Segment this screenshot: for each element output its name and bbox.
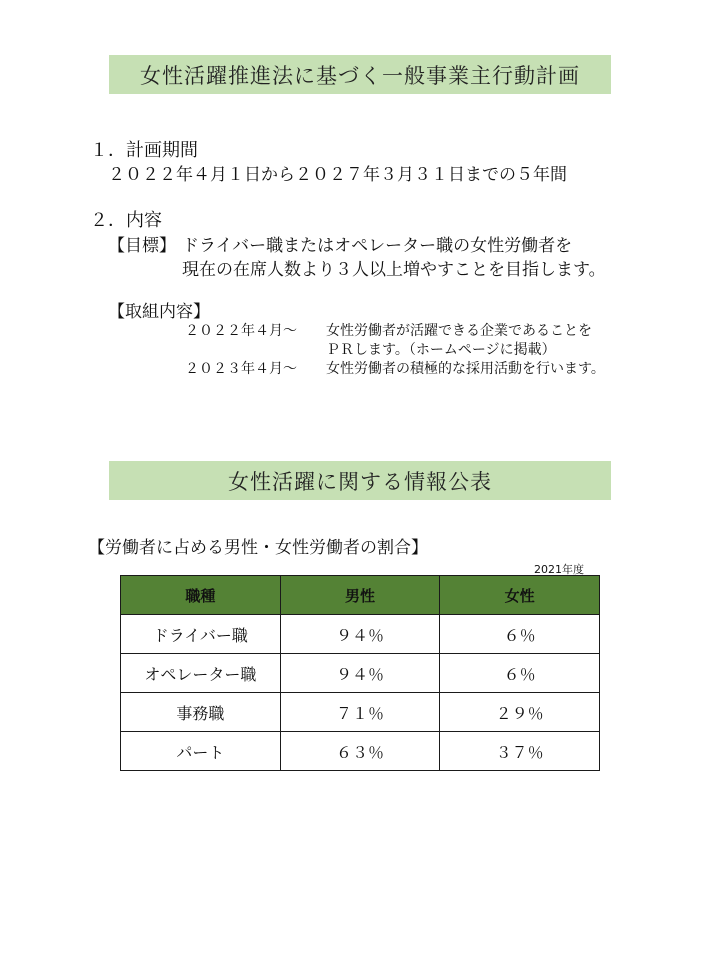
- female-ratio-cell: ６％: [440, 654, 600, 693]
- table-header-row: [121, 576, 600, 615]
- column-header-job-type: 職種: [121, 576, 281, 615]
- column-header-female: 女性: [440, 576, 600, 615]
- male-ratio-cell: ９４％: [280, 615, 440, 654]
- action-text: 女性労働者の積極的な採用活動を行います。: [326, 361, 605, 377]
- job-type-cell: ドライバー職: [121, 615, 281, 654]
- table-row: [121, 693, 600, 732]
- female-ratio-cell: ２９％: [440, 693, 600, 732]
- action-date: ２０２３年４月～: [185, 361, 297, 377]
- male-ratio-cell: ６３％: [280, 732, 440, 771]
- table-row: [121, 654, 600, 693]
- period-text: ２０２２年４月１日から２０２７年３月３１日までの５年間: [108, 165, 567, 185]
- job-type-cell: オペレーター職: [121, 654, 281, 693]
- content-heading: ２．内容: [90, 210, 162, 231]
- plan-title-banner: [109, 55, 611, 94]
- goal-label: 【目標】: [108, 236, 176, 256]
- job-type-cell: パート: [121, 732, 281, 771]
- column-header-male: 男性: [280, 576, 440, 615]
- disclosure-title: 女性活躍に関する情報公表: [228, 469, 492, 494]
- fiscal-year-note: 2021年度: [534, 563, 584, 576]
- table-row: [121, 615, 600, 654]
- table-row: [121, 732, 600, 771]
- action-text: 女性労働者が活躍できる企業であることを: [326, 323, 592, 339]
- goal-line-2: 現在の在席人数より３人以上増やすことを目指します。: [182, 260, 606, 280]
- plan-title: 女性活躍推進法に基づく一般事業主行動計画: [140, 63, 580, 88]
- ratio-section-label: 【労働者に占める男性・女性労働者の割合】: [88, 538, 428, 558]
- disclosure-title-banner: [109, 461, 611, 500]
- male-ratio-cell: ７１％: [280, 693, 440, 732]
- female-ratio-cell: ６％: [440, 615, 600, 654]
- action-date: ２０２２年４月～: [185, 323, 297, 339]
- action-text-continued: ＰＲします。（ホームページに掲載）: [326, 342, 556, 358]
- job-type-cell: 事務職: [121, 693, 281, 732]
- female-ratio-cell: ３７％: [440, 732, 600, 771]
- male-ratio-cell: ９４％: [280, 654, 440, 693]
- period-heading: １．計画期間: [90, 140, 198, 161]
- gender-ratio-table: [120, 575, 600, 771]
- actions-label: 【取組内容】: [108, 302, 210, 322]
- goal-line-1: ドライバー職またはオペレーター職の女性労働者を: [182, 236, 573, 256]
